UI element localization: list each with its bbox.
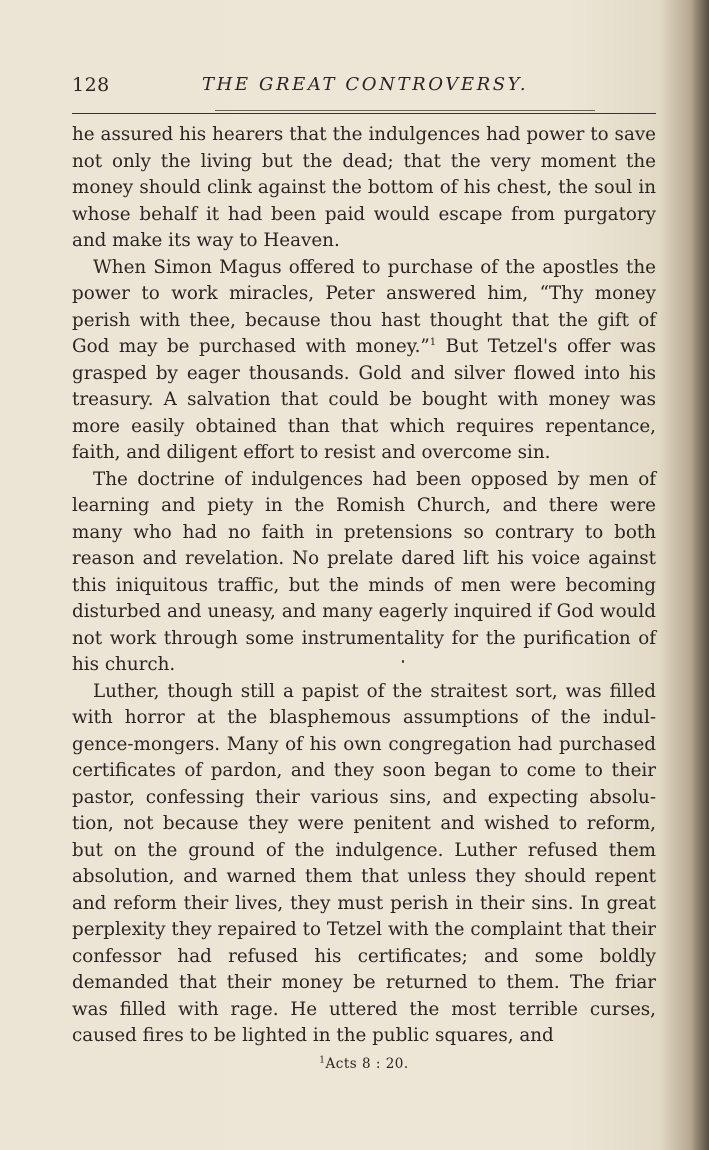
page-header <box>72 74 656 104</box>
paragraph-1 <box>72 122 656 255</box>
paragraph-1-text: he assured his hearers that the indulgences had power to save not only the living but the dead; that the very moment the money should clink against the bottom of his chest, the soul in whose behalf it had been paid would escape from purgatory and make its way to Heaven. <box>72 124 656 251</box>
footnote-marker: 1 <box>319 1055 326 1066</box>
paragraph-3-text: The doctrine of indulgences had been opposed by men of learning and piety in the Romish Church, and there were many who had no faith in pretensions so contrary to both reason and revelation. No prelate dared lift his voice against this iniquitous traffic, but the minds of men were becoming disturbed and uneasy, and many eagerly inquired if God would not work through some instrumentality for the purification of his church. <box>72 468 656 675</box>
footnote <box>72 1056 656 1072</box>
header-rule-upper <box>215 110 595 111</box>
paragraph-2-text-continued: But Tetzel's offer was grasped by eager thousands. Gold and silver flowed into his treasury. A salvation that could be bought with money was more easily obtained than that which requires repentance, faith, and diligent effort to resist and overcome sin. <box>72 336 656 463</box>
body-text <box>72 122 656 1050</box>
running-head: THE GREAT CONTROVERSY. <box>202 74 529 95</box>
header-rule <box>72 113 656 114</box>
footnote-reference: 1 <box>429 336 437 348</box>
page-edge-shadow <box>691 0 709 1150</box>
paragraph-4 <box>72 679 656 1050</box>
footnote-text: Acts 8 : 20. <box>325 1056 409 1072</box>
paragraph-4-text: Luther, though still a papist of the straitest sort, was filled with horror at the blasphemous assumptions of the indulgence-mongers. Many of his own congregation had purchased certificates of pardon, and they soon began to come to their pastor, confessing their various sins, and expecting absolution, not because they were penitent and wished to reform, but on the ground of the indulgence. Luther refused them absolution, and warned them that unless they should repent and reform their lives, they must perish in their sins. In great perplexity they repaired to Tetzel with the complaint that their confessor had refused his certificates; and some boldly demanded that their money be returned to them. The friar was filled with rage. He uttered the most terrible curses, caused fires to be lighted in the public squares, and <box>72 680 656 1046</box>
page-number: 128 <box>72 74 110 96</box>
paragraph-3 <box>72 467 656 679</box>
paragraph-2-text: When Simon Magus offered to purchase of the apostles the power to work miracles, Peter answered him, “Thy money perish with thee, because thou hast thought that the gift of God may be purchased with money.” <box>72 256 656 357</box>
print-speck <box>402 660 404 663</box>
paragraph-2 <box>72 255 656 467</box>
